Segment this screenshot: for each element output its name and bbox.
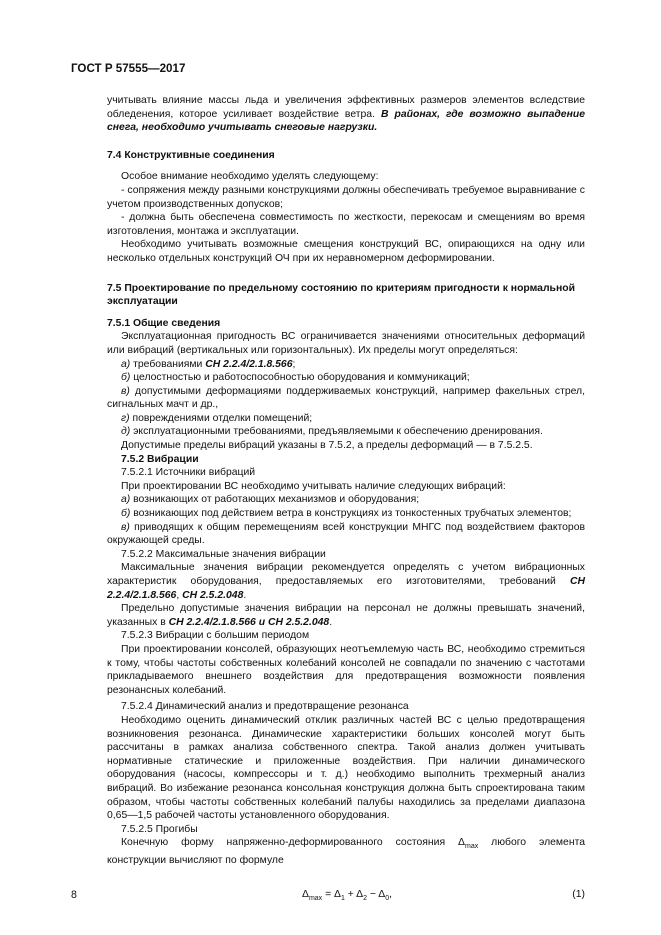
delta-symbol: Δ <box>302 888 309 900</box>
s7522-p2 <box>107 602 585 629</box>
item-text: эксплуатационными требованиями, предъявляемыми к обеспечению дренирования. <box>130 426 543 438</box>
subscript: max <box>308 894 323 902</box>
page-content <box>107 94 585 908</box>
item-letter: б) <box>121 508 131 520</box>
item-text: приводящих к общим перемещениям всей конструкции МНГС под воздействием факторов окружающей среды. <box>107 521 585 547</box>
para-end: . <box>329 616 333 628</box>
formula-part: , <box>389 888 393 900</box>
s7525-p <box>107 836 585 867</box>
formula-1 <box>107 884 585 908</box>
s7523-title: 7.5.2.3 Вибрации с большим периодом <box>121 630 310 642</box>
item-letter: а) <box>121 494 131 506</box>
s7521-p: При проектировании ВС необходимо учитывать наличие следующих вибраций: <box>121 480 506 492</box>
para-end: . <box>243 589 247 601</box>
page-number: 8 <box>71 889 77 901</box>
subscript: 1 <box>340 894 345 902</box>
para-text: Максимальные значения вибрации рекомендуется определять с учетом вибрационных характеристик оборудования, предоставляемых его изготовителями, требований <box>107 562 585 587</box>
formula-part: − Δ <box>367 888 386 900</box>
s74-p2: - сопряжения между разными конструкциями должны обеспечивать требуемое выравнивание с учетом производственных допусков; <box>107 184 585 210</box>
item-text: допустимыми деформациями поддерживаемых конструкций, например факельных стрел, сигнальных мачт и др., <box>107 385 585 411</box>
document-header: ГОСТ Р 57555—2017 <box>71 62 186 75</box>
s751-item-a <box>107 358 585 372</box>
s751-item-g <box>107 412 585 426</box>
item-letter: б) <box>121 372 131 384</box>
section-7-4-title: 7.4 Конструктивные соединения <box>107 149 275 161</box>
intro-paragraph <box>107 94 585 135</box>
formula-part: = Δ <box>322 888 341 900</box>
item-letter: в) <box>121 385 130 397</box>
section-7-5-1-title: 7.5.1 Общие сведения <box>107 317 221 329</box>
item-text: целостностью и работоспособностью оборудования и коммуникаций; <box>130 372 470 384</box>
normative-ref: СН 2.5.2.048 <box>182 589 244 601</box>
s7521-item-a <box>107 493 585 507</box>
subscript: 2 <box>363 894 368 902</box>
subscript: 0 <box>385 894 390 902</box>
s751-p1: Эксплуатационная пригодность ВС ограничивается значениями относительных деформаций или вибраций (вертикальных или горизонтальных). Их пределы могут определяться: <box>107 331 585 356</box>
s7522-p1 <box>107 561 585 602</box>
s7521-item-b <box>107 507 585 521</box>
intro-emphasis: В районах, где возможно выпадение снега, необходимо учитывать снеговые нагрузки. <box>107 108 585 134</box>
s74-p3: - должна быть обеспечена совместимость по жесткости, перекосам и смещениям во время изготовления, монтажа и эксплуатации. <box>107 212 585 237</box>
item-letter: г) <box>121 412 130 424</box>
s7525-title: 7.5.2.5 Прогибы <box>121 823 198 835</box>
normative-ref: СН 2.2.4/2.1.8.566 <box>205 358 293 370</box>
s7521-title: 7.5.2.1 Источники вибраций <box>121 467 256 479</box>
item-text: возникающих под действием ветра в конструкциях из тонкостенных трубчатых элементов; <box>130 508 572 520</box>
formula-expression <box>302 888 392 906</box>
item-end: ; <box>292 358 296 370</box>
s7524-p: Необходимо оценить динамический отклик различных частей ВС с целью предотвращения возникновения резонанса. Динамические характеристики больших консолей могут быть рассчитаны в рамках анализа собственного спектра. Такой анализ должен учитывать нормативные статические и приложенные воздействия. При наличии динамического оборудования (насосы, компрессоры и т. д.) необходимо выполнить трехмерный анализ вибраций. Во избежание резонанса консольная конструкция должна быть спроектирована таким образом, чтобы частоты собственных колебаний палубы находились за пределами диапазона 0,65—1,5 рабочей частоты установленного оборудования. <box>107 714 585 822</box>
formula-number: (1) <box>572 888 585 900</box>
item-letter: а) <box>121 358 131 370</box>
normative-ref: СН 2.2.4/2.1.8.566 и СН 2.5.2.048 <box>168 616 330 628</box>
item-text: возникающих от работающих механизмов и оборудования; <box>130 494 420 506</box>
section-7-5-title: 7.5 Проектирование по предельному состоянию по критериям пригодности к нормальной эксплуатации <box>107 282 575 308</box>
para-text: любого элемента конструкции вычисляют по формуле <box>107 837 585 866</box>
s7523-p: При проектировании консолей, образующих неотъемлемую часть ВС, необходимо стремиться к тому, чтобы частоты собственных колебаний консолей не совпадали по значению с частотами прикладываемого внешнего воздействия для предотвращения возможности появления резонансных колебаний. <box>107 643 585 696</box>
formula-part: + Δ <box>344 888 364 900</box>
s7524-title: 7.5.2.4 Динамический анализ и предотвращение резонанса <box>121 701 409 713</box>
separator: , <box>176 589 183 601</box>
s74-p1: Особое внимание необходимо уделять следующему: <box>121 171 379 183</box>
para-text: Конечную форму напряженно-деформированного состояния Δ <box>121 837 465 849</box>
subscript: max <box>464 843 479 851</box>
s74-p4: Необходимо учитывать возможные смещения конструкций ВС, опирающихся на одну или несколько отдельных конструкций ОЧ при их неравномерном деформировании. <box>107 239 585 264</box>
s7522-title: 7.5.2.2 Максимальные значения вибрации <box>121 548 326 560</box>
item-text: требованиями <box>130 358 206 370</box>
intro-text: учитывать влияние массы льда и увеличения эффективных размеров элементов вследствие обледенения, которое усиливает воздействие ветра. <box>107 95 585 120</box>
item-letter: д) <box>121 426 131 438</box>
item-text: повреждениями отделки помещений; <box>129 412 313 424</box>
item-letter: в) <box>121 521 130 533</box>
s751-item-v <box>107 385 585 412</box>
section-7-5-2-title: 7.5.2 Вибрации <box>121 453 199 465</box>
s751-p-end: Допустимые пределы вибраций указаны в 7.5.2, а пределы деформаций — в 7.5.2.5. <box>121 440 533 452</box>
normative-ref: СН 2.2.4/2.1.8.566 <box>107 576 585 601</box>
s751-item-b <box>107 371 585 385</box>
s7521-item-v <box>107 521 585 548</box>
s751-item-d <box>107 425 585 439</box>
para-text: Предельно допустимые значения вибрации на персонал не должны превышать значений, указанных в <box>107 603 585 628</box>
